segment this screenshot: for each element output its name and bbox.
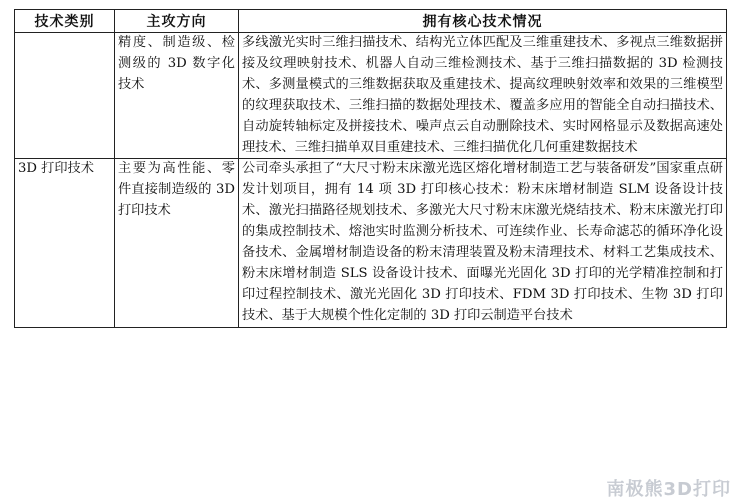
row1-details: 多线激光实时三维扫描技术、结构光立体匹配及三维重建技术、多视点三维数据拼接及纹理映射技术、机器人自动三维检测技术、基于三维扫描数据的 3D 检测技术、多测量模式的三维数据获取及重建技术、提高纹理映射效率和效果的三维模型的纹理获取技术、三维扫描的数据处理技术、覆盖多应用的智能全自动扫描技术、自动旋转轴标定及拼接技术、噪声点云自动删除技术、实时网格显示及数据高速处理技术、三维扫描单双目重建技术、三维扫描优化几何重建数据技术 [242,35,723,155]
header-direction: 主攻方向 [115,10,239,33]
row1-direction: 精度、制造级、检测级的 3D 数字化技术 [118,35,235,92]
row1-direction-cell [115,33,239,159]
header-core-tech: 拥有核心技术情况 [239,10,727,33]
header-category: 技术类别 [15,10,115,33]
table-row [15,33,727,159]
row1-category-cell [15,33,115,159]
row2-category-cell [15,159,115,327]
watermark-logo: 南极熊3D打印 [606,479,731,500]
table-header-row [15,10,727,33]
row2-direction: 主要为高性能、零件直接制造级的 3D 打印技术 [118,161,235,219]
technology-table [14,9,727,328]
row2-details-cell [239,159,727,327]
row2-category: 3D 打印技术 [18,161,94,177]
row2-direction-cell [115,159,239,327]
row1-details-cell [239,33,727,159]
table-row [15,159,727,327]
row2-details: 公司牵头承担了“大尺寸粉末床激光选区熔化增材制造工艺与装备研发”国家重点研发计划项目，拥有 14 项 3D 打印核心技术：粉末床增材制造 SLM 设备设计技术、激光扫描路径规划技术、多激光大尺寸粉末床激光烧结技术、粉末床激光打印的集成控制技术、熔池实时监测分析技术、可连续作业、长寿命滤芯的循环净化设备技术、金属增材制造设备的粉末清理装置及粉末清理技术、材料工艺集成技术、粉末床增材制造 SLS 设备设计技术、面曝光光固化 3D 打印的光学精准控制和打印过程控制技术、激光光固化 3D 打印技术、FDM 3D 打印技术、生物 3D 打印技术、基于大规模个性化定制的 3D 打印云制造平台技术 [242,161,723,323]
